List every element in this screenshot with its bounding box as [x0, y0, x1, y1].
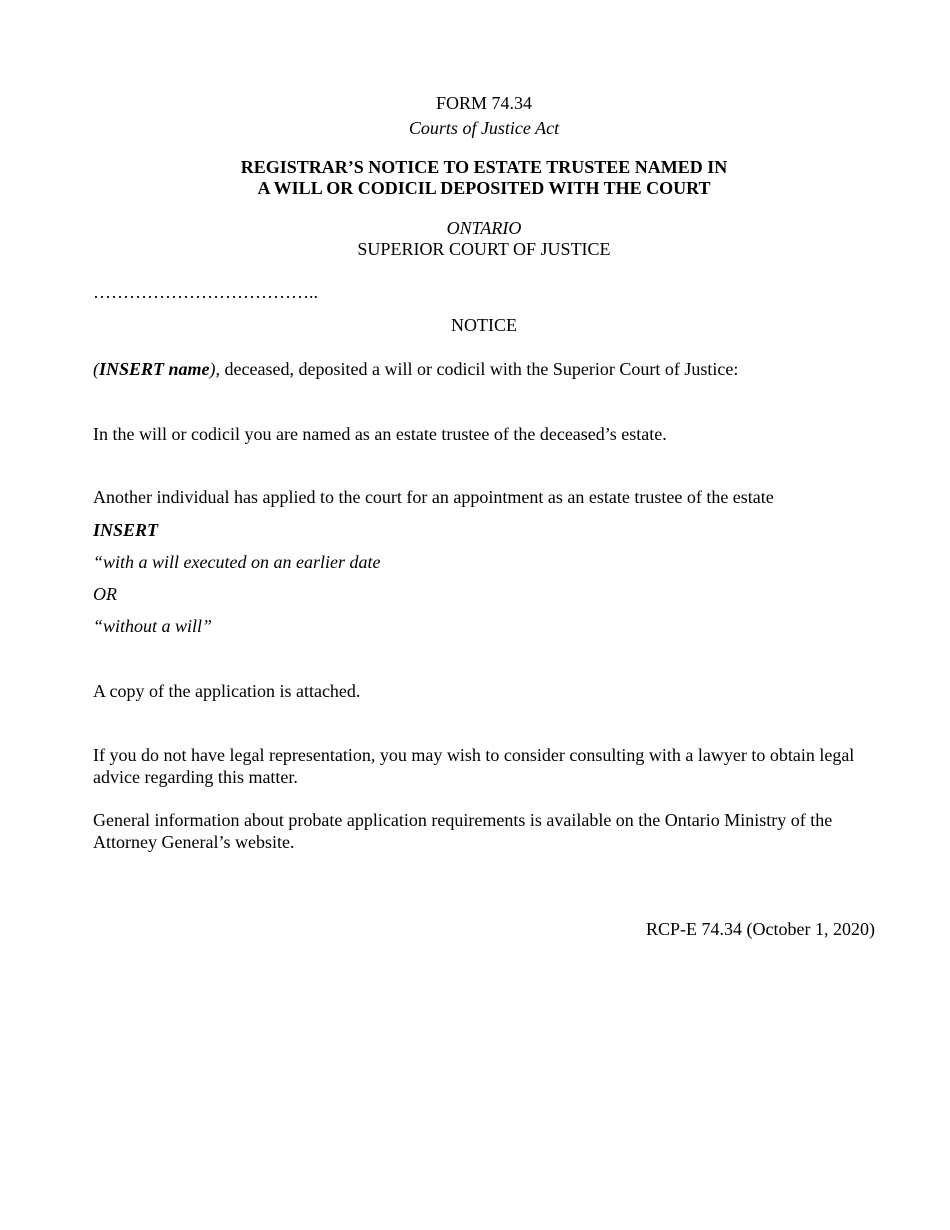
title-line-2: A WILL OR CODICIL DEPOSITED WITH THE COURT: [257, 178, 711, 198]
insert-name-placeholder: INSERT name: [99, 359, 210, 379]
form-code: RCP-E 74.34 (October 1, 2020): [646, 919, 875, 939]
insert-paren-close: ),: [209, 359, 221, 379]
option-or: OR: [93, 584, 117, 604]
option-without-will: “without a will”: [93, 616, 213, 636]
deceased-statement: [93, 358, 738, 380]
deceased-text: deceased, deposited a will or codicil with the Superior Court of Justice:: [220, 359, 739, 379]
province: ONTARIO: [446, 218, 522, 238]
form-number: FORM 74.34: [435, 93, 533, 113]
option-earlier-date: “with a will executed on an earlier date: [93, 552, 381, 572]
general-info-text: General information about probate application requirements is available on the Ontario Ministry of the Attorney General’s website.: [93, 810, 833, 852]
dotted-line: ………………………………..: [93, 282, 318, 302]
legal-advice-text: If you do not have legal representation, you may wish to consider consulting with a lawyer to obtain legal advice regarding this matter.: [93, 745, 855, 787]
act-name: Courts of Justice Act: [408, 118, 560, 138]
insert-label: INSERT: [93, 520, 159, 540]
notice-heading: NOTICE: [451, 315, 517, 335]
insert-paren-open: (: [93, 359, 99, 379]
court-name: SUPERIOR COURT OF JUSTICE: [357, 239, 611, 259]
named-trustee-text: In the will or codicil you are named as an estate trustee of the deceased’s estate.: [93, 424, 667, 444]
title-line-1: REGISTRAR’S NOTICE TO ESTATE TRUSTEE NAMED IN: [240, 157, 728, 177]
another-applied-text: Another individual has applied to the court for an appointment as an estate trustee of the estate: [93, 487, 774, 507]
copy-attached-text: A copy of the application is attached.: [93, 681, 361, 701]
